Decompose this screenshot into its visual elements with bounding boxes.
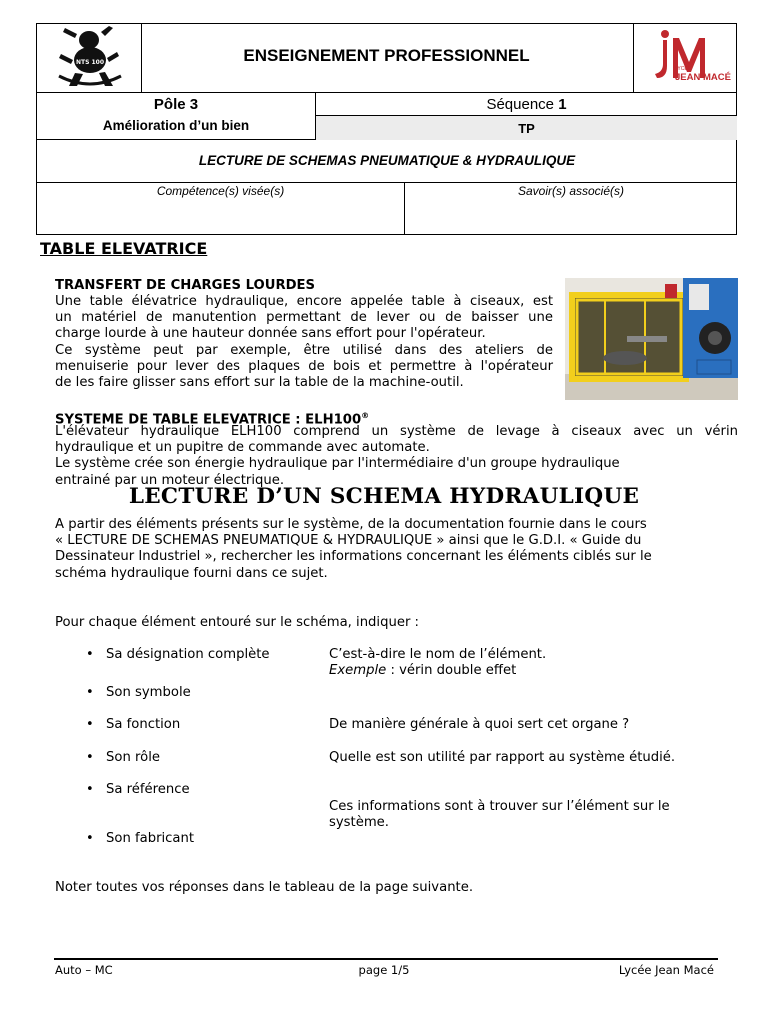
bullet-dot: • [86,685,94,700]
conclusion-text: Noter toutes vos réponses dans le tableau de la page suivante. [55,880,474,895]
logo-jean-mace-text: JEAN MACÉ [675,72,731,83]
sequence-number: 1 [558,96,567,113]
header-divider [37,182,736,183]
text-line: L'élévateur hydraulique ELH100 comprend un système de levage à ciseaux avec un vérin [55,424,738,439]
header-divider [633,24,634,92]
example-text: : vérin double effet [386,663,517,679]
info-line: Ces informations sont à trouver sur l’élément sur le [329,799,670,814]
tp-label: TP [518,121,535,136]
section-heading-table-elevatrice: TABLE ELEVATRICE [40,239,208,258]
registered-mark: ® [361,411,370,420]
info-line: système. [329,815,389,831]
text-line: Dessinateur Industriel », rechercher les informations concernant les éléments ciblés sur le [55,549,652,565]
bullet-dot: • [86,647,94,662]
text-line: menuiserie pour lever des plaques de bois et permettre à l'opérateur [55,358,553,374]
bullet-dot: • [86,750,94,765]
list-item: Son fabricant [106,831,195,846]
footer-left: Auto – MC [55,963,113,977]
subheading-transfert: TRANSFERT DE CHARGES LOURDES [55,278,316,293]
text-line: entrainé par un moteur électrique. [55,472,285,488]
savoirs-label: Savoir(s) associé(s) [517,184,625,198]
mascot-logo-text: NTS 100 [75,59,105,66]
text-line: Ce système peut par exemple, être utilisé dans des ateliers de [55,342,553,358]
example-line [329,663,546,679]
bullet-dot: • [86,831,94,846]
logo-lycee-text: LYCÉE [675,66,692,72]
list-item-description: Quelle est son utilité par rapport au système étudié. [329,750,676,765]
text-line: un matériel de manutention permettant de lever ou de baisser une [55,310,553,326]
sequence-text: Séquence [486,96,559,113]
list-item: Sa fonction [106,717,181,732]
text-line: Le système crée son énergie hydraulique par l'intermédiaire d'un groupe hydraulique [55,456,620,472]
text-line: charge lourde à une hauteur donnée sans effort pour l'opérateur. [55,326,486,342]
list-item: Son rôle [106,750,160,765]
page-title: ENSEIGNEMENT PROFESSIONNEL [243,46,530,65]
text-line: hydraulique et un pupitre de commande avec automate. [55,440,430,456]
header-divider [37,92,736,93]
section-heading-lecture: LECTURE D’UN SCHEMA HYDRAULIQUE [128,484,640,509]
list-item-description: De manière générale à quoi sert cet organe ? [329,717,630,732]
info-note [329,799,670,831]
lecture-title: LECTURE DE SCHEMAS PNEUMATIQUE & HYDRAULIQUE [198,153,576,168]
list-item: Son symbole [106,685,191,700]
paragraph-systeme [55,424,738,489]
bullet-dot: • [86,782,94,797]
bullet-dot: • [86,717,94,732]
intro-text: Pour chaque élément entouré sur le schéma, indiquer : [55,615,419,630]
paragraph-lecture [55,517,738,582]
competences-label: Compétence(s) visée(s) [156,184,285,198]
example-label: Exemple [329,663,387,679]
text-line: « LECTURE DE SCHEMAS PNEUMATIQUE & HYDRAULIQUE » ainsi que le G.D.I. « Guide du [55,533,642,549]
sequence-label [316,96,737,113]
header-table [36,23,737,235]
list-item-description [329,647,546,679]
text-line: A partir des éléments présents sur le système, de la documentation fournie dans le cours [55,517,647,532]
list-item: Sa désignation complète [106,647,270,662]
footer-divider [54,958,718,960]
text-line: schéma hydraulique fourni dans ce sujet. [55,565,328,581]
page-number: page 1/5 [358,963,410,977]
list-item: Sa référence [106,782,190,797]
footer-right: Lycée Jean Macé [618,963,714,977]
pole-subtitle: Amélioration d’un bien [102,118,250,133]
text-line: Une table élévatrice hydraulique, encore appelée table à ciseaux, est [55,294,553,309]
pole-label: Pôle 3 [153,96,199,113]
lycee-jean-mace-logo [643,26,731,90]
elh100-machine-photo [565,278,738,400]
description-line: C’est-à-dire le nom de l’élément. [329,647,547,662]
paragraph-table-elevatrice [55,294,553,391]
subheading-systeme-text: SYSTEME DE TABLE ELEVATRICE : ELH100 [55,412,362,428]
school-mascot-logo [55,26,125,90]
text-line: de les faire glisser sans effort sur la table de la machine-outil. [55,375,464,391]
